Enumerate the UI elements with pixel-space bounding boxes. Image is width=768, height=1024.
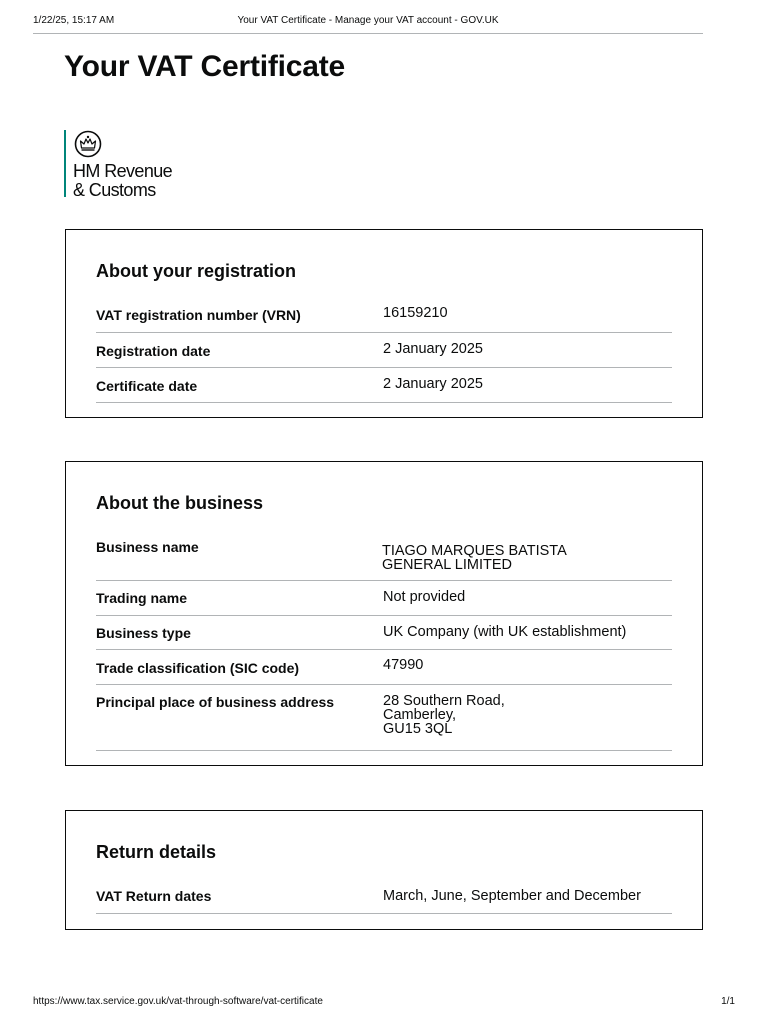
registration-date-label: Registration date [96,343,211,359]
business-type-label: Business type [96,625,191,641]
address-label: Principal place of business address [96,694,335,710]
vrn-label: VAT registration number (VRN) [96,307,301,323]
business-card [65,461,703,766]
print-page-count: 1/1 [721,996,735,1007]
trading-name-value: Not provided [383,589,466,605]
return-dates-value: March, June, September and December [383,888,641,904]
business-name-line-1: TIAGO MARQUES BATISTA [382,543,567,559]
vrn-value: 16159210 [383,305,448,321]
logo-line-1: HM Revenue [73,161,173,181]
certificate-date-value: 2 January 2025 [383,376,483,392]
hmrc-logo [64,130,173,200]
address-line-3: GU15 3QL [383,721,453,737]
registration-row-certificate-date [96,368,672,403]
business-name-line-2: GENERAL LIMITED [382,557,512,573]
registration-card [65,229,703,418]
registration-date-value: 2 January 2025 [383,341,483,357]
registration-heading: About your registration [96,261,297,281]
address-line-2: Camberley, [383,707,457,723]
business-heading: About the business [96,493,264,513]
address-value [383,694,505,736]
crown-icon [73,130,103,158]
address-line-1: 28 Southern Road, [383,693,505,709]
business-row-address [96,685,672,751]
business-row-name [96,532,672,581]
business-name-label: Business name [96,539,199,555]
registration-row-registration-date [96,333,672,368]
certificate-date-label: Certificate date [96,378,198,394]
print-datetime: 1/22/25, 15:17 AM [33,15,115,26]
page-title: Your VAT Certificate [64,50,346,83]
print-header [33,15,703,34]
logo-line-2: & Customs [73,180,156,200]
business-row-sic [96,650,672,685]
returns-card [65,810,703,930]
print-document-title: Your VAT Certificate - Manage your VAT account - GOV.UK [237,15,499,26]
business-type-value: UK Company (with UK establishment) [383,624,627,640]
sic-code-value: 47990 [383,657,424,673]
logo-wordmark [73,162,172,200]
business-row-type [96,616,672,650]
print-url: https://www.tax.service.gov.uk/vat-through-software/vat-certificate [33,996,323,1007]
trading-name-label: Trading name [96,590,188,606]
registration-row-vrn [96,300,672,333]
returns-heading: Return details [96,842,217,862]
returns-row-dates [96,881,672,914]
business-row-trading-name [96,581,672,616]
sic-code-label: Trade classification (SIC code) [96,660,300,676]
business-name-value [382,544,567,572]
return-dates-label: VAT Return dates [96,888,212,904]
